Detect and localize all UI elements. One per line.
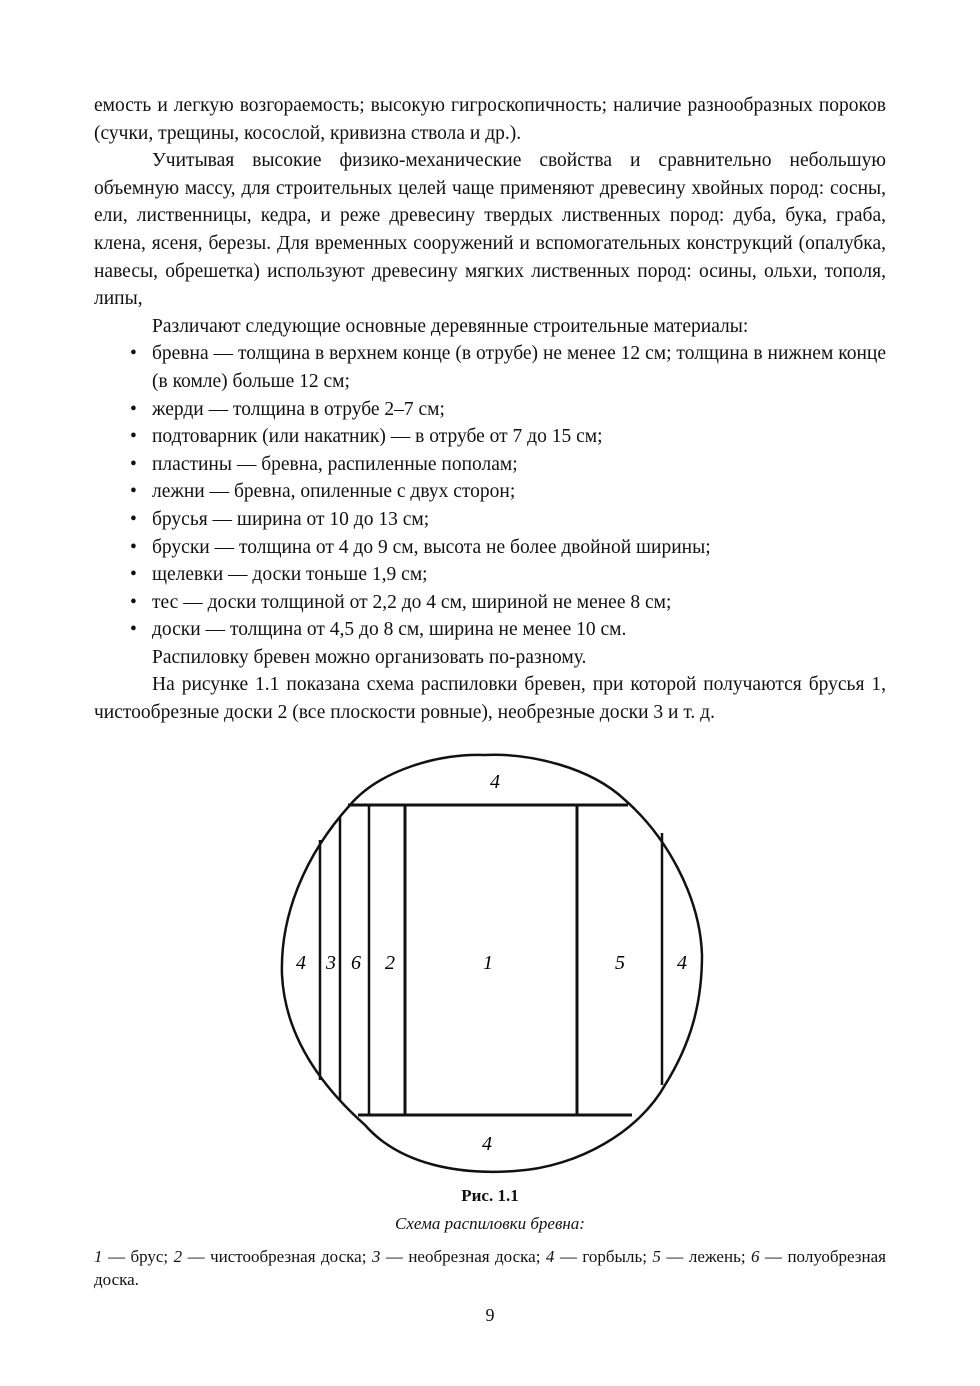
legend-num: 5	[652, 1247, 661, 1266]
list-item: • подтоварник (или накатник) — в отрубе от 7 до 15 см;	[94, 423, 886, 451]
legend-text: — лежень;	[660, 1247, 752, 1266]
list-item: • пластины — бревна, распиленные пополам;	[94, 451, 886, 479]
materials-list	[94, 340, 886, 644]
list-item: • доски — толщина от 4,5 до 8 см, ширина не менее 10 см.	[94, 616, 886, 644]
label-beam: 1	[483, 952, 493, 974]
paragraph-2: Учитывая высокие физико-механические свойства и сравнительно небольшую объемную массу, для строительных целей чаще применяют древесину хвойных пород: сосны, ели, лиственницы, кедра, и реже древесину твердых лиственных пород: дуба, бука, граба, клена, ясеня, березы. Для временных сооружений и вспомогательных конструкций (опалубка, навесы, обрешетка) используют древесину мягких лиственных пород: осины, ольхи, тополя, липы,	[94, 150, 886, 310]
legend-text: — брус;	[102, 1247, 174, 1266]
legend-num: 4	[545, 1247, 555, 1266]
list-item: • бревна — толщина в верхнем конце (в отрубе) не менее 12 см; толщина в нижнем конце (в комле) больше 12 см;	[94, 340, 886, 395]
page-body	[94, 92, 886, 727]
legend-text: — чистообрезная доска;	[182, 1247, 372, 1266]
label-sleeper: 5	[615, 952, 625, 974]
label-clean-board: 2	[385, 952, 395, 974]
list-item: • щелевки — доски тоньше 1,9 см;	[94, 561, 886, 589]
figure-title: Схема распиловки бревна:	[395, 1214, 585, 1233]
bullet-icon: •	[130, 619, 137, 641]
legend-text: — необрезная доска;	[380, 1247, 546, 1266]
paragraph-5: На рисунке 1.1 показана схема распиловки бревен, при которой получаются брусья 1, чистообрезные доски 2 (все плоскости ровные), необрезные доски 3 и т. д.	[94, 674, 886, 724]
log-sawing-diagram	[270, 745, 710, 1185]
legend-num: 3	[371, 1247, 381, 1266]
label-half-edged-board: 6	[351, 952, 361, 974]
legend-num: 6	[751, 1247, 760, 1266]
list-item: • жерди — толщина в отрубе 2–7 см;	[94, 396, 886, 424]
paragraph-3: Различают следующие основные деревянные строительные материалы:	[152, 315, 749, 337]
bullet-icon: •	[130, 343, 137, 365]
label-right-slab: 4	[677, 952, 687, 974]
bullet-icon: •	[130, 453, 137, 475]
label-bottom-slab: 4	[482, 1133, 492, 1155]
list-item: • тес — доски толщиной от 2,2 до 4 см, шириной не менее 8 см;	[94, 589, 886, 617]
bullet-icon: •	[130, 398, 137, 420]
legend-text: — горбыль;	[554, 1247, 653, 1266]
figure-number: Рис. 1.1	[461, 1186, 519, 1205]
paragraph-1: емость и легкую возгораемость; высокую гигроскопичность; наличие разнообразных пороков (сучки, трещины, косослой, кривизна ствола и др.).	[94, 95, 886, 144]
bullet-icon: •	[130, 591, 137, 613]
paragraph-4: Распиловку бревен можно организовать по-разному.	[152, 646, 587, 668]
list-item: • бруски — толщина от 4 до 9 см, высота не более двойной ширины;	[94, 534, 886, 562]
legend-text: — полуобрезная доска.	[94, 1247, 886, 1289]
label-unedged-board: 3	[326, 952, 336, 974]
log-sawing-svg	[270, 745, 710, 1185]
label-left-slab: 4	[296, 952, 306, 974]
bullet-icon: •	[130, 536, 137, 558]
bullet-icon: •	[130, 426, 137, 448]
page-number: 9	[485, 1305, 495, 1325]
bullet-icon: •	[130, 508, 137, 530]
bullet-icon: •	[130, 564, 137, 586]
list-item: • брусья — ширина от 10 до 13 см;	[94, 506, 886, 534]
label-top-slab: 4	[490, 771, 500, 793]
bullet-icon: •	[130, 481, 137, 503]
legend-num: 2	[173, 1247, 183, 1266]
legend-num: 1	[94, 1247, 103, 1266]
figure-legend	[94, 1245, 886, 1291]
list-item: • лежни — бревна, опиленные с двух сторон;	[94, 478, 886, 506]
